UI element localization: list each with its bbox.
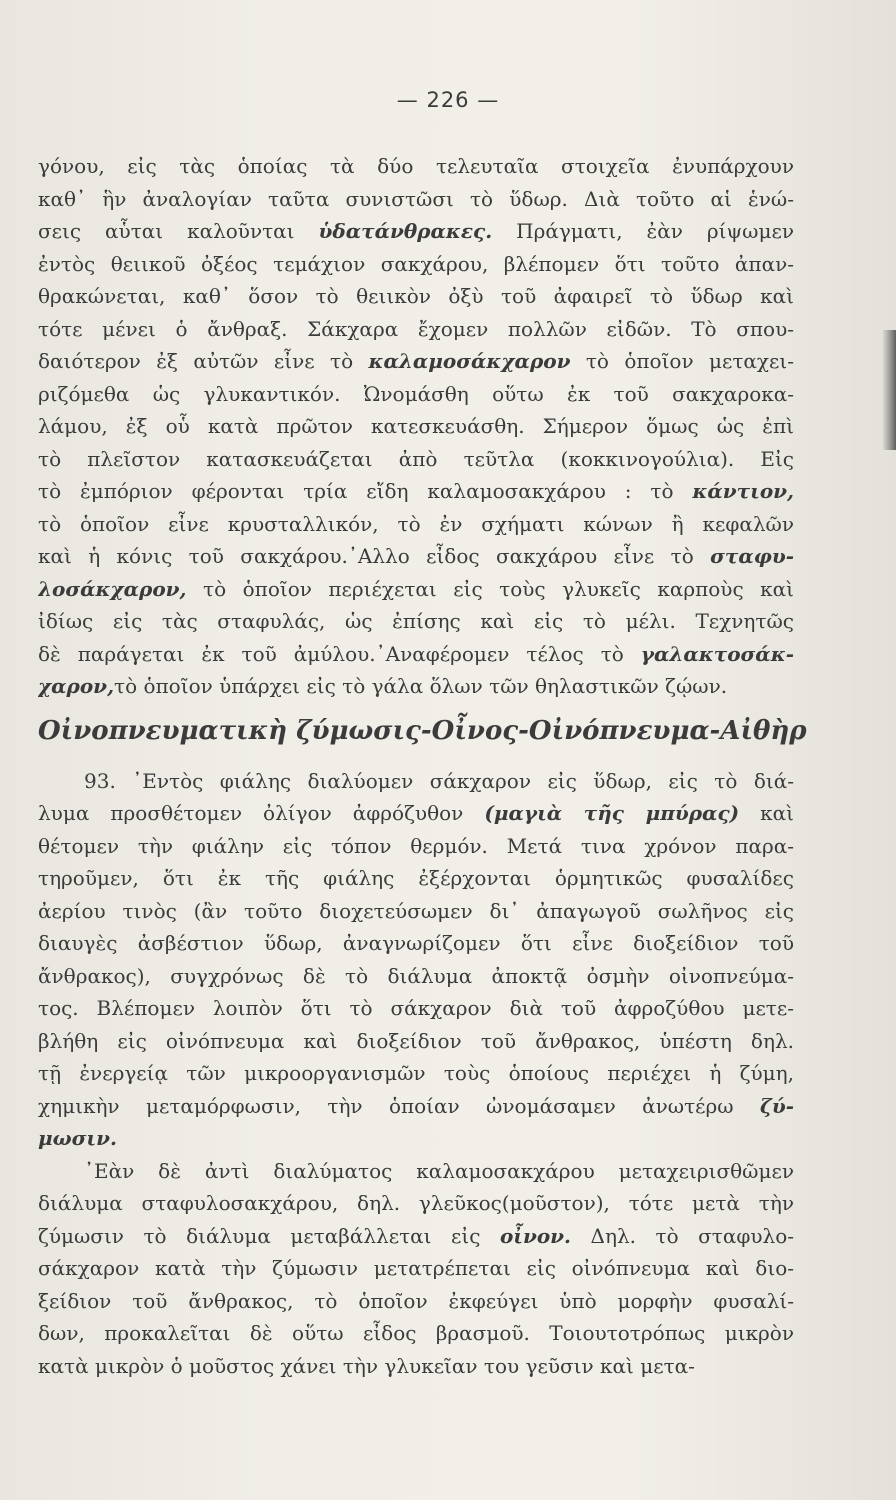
emphasized-term: ζύ- xyxy=(759,1093,794,1118)
text-line xyxy=(38,670,794,703)
text-run: διάλυμα σταφυλοσακχάρου, δηλ. γλεῦκος(μοῦστον), τότε μετὰ τὴν xyxy=(38,1191,794,1215)
text-line xyxy=(38,1025,794,1058)
emphasized-term: (μαγιὰ τῆς μπύρας) xyxy=(484,801,740,825)
emphasized-term: κάντιον, xyxy=(692,479,794,503)
text-run: τὸ ὁποῖον περιέχεται εἰς τοὺς γλυκεῖς καρποὺς καὶ xyxy=(186,576,794,601)
emphasized-term: οἶνον. xyxy=(499,1223,572,1248)
text-line xyxy=(38,540,794,573)
text-line xyxy=(38,1252,794,1285)
text-line xyxy=(38,830,794,863)
text-line xyxy=(38,1220,794,1253)
text-line xyxy=(38,638,794,671)
text-line xyxy=(38,895,794,928)
paragraph-fermentation xyxy=(38,765,794,1155)
text-run: καὶ ἡ κόνις τοῦ σακχάρου.᾽Αλλο εἶδος σακχάρου εἶνε τὸ xyxy=(38,544,711,568)
text-run: ξείδιον τοῦ ἄνθρακος, τὸ ὁποῖον ἐκφεύγει ὑπὸ μορφὴν φυσαλί- xyxy=(38,1288,794,1313)
text-run: ᾽Εὰν δὲ ἀντὶ διαλύματος καλαμοσακχάρου μεταχειρισθῶμεν xyxy=(84,1158,794,1183)
text-line xyxy=(38,215,794,248)
text-line xyxy=(38,150,794,183)
text-run: κατὰ μικρὸν ὁ μοῦστος χάνει τὴν γλυκεῖαν του γεῦσιν καὶ μετα- xyxy=(38,1353,695,1378)
text-line xyxy=(38,475,794,508)
emphasized-term: ὑδατάνθρακες. xyxy=(318,219,493,243)
text-line xyxy=(38,508,794,541)
emphasized-term: γαλακτοσάκ- xyxy=(640,641,794,666)
text-line xyxy=(38,1090,794,1123)
text-run: δαιότερον ἐξ αὐτῶν εἶνε τὸ xyxy=(38,349,369,373)
text-run: δων, προκαλεῖται δὲ οὕτω εἶδος βρασμοῦ. Τοιουτοτρόπως μικρὸν xyxy=(38,1321,794,1345)
text-line xyxy=(38,1285,794,1318)
text-run: ἰδίως εἰς τὰς σταφυλάς, ὡς ἐπίσης καὶ εἰς τὸ μέλι. Τεχνητῶς xyxy=(38,609,794,633)
text-line xyxy=(38,1155,794,1188)
text-run: δὲ παράγεται ἐκ τοῦ ἀμύλου.᾽Αναφέρομεν τέλος τὸ xyxy=(38,641,641,666)
text-line xyxy=(38,1122,794,1155)
paragraph-sugars xyxy=(38,150,794,703)
text-line xyxy=(38,765,794,798)
text-run: Δηλ. τὸ σταφυλο- xyxy=(571,1223,794,1248)
page-number: — 226 — xyxy=(396,88,500,112)
text-line xyxy=(38,573,794,606)
text-run: θέτομεν τὴν φιάλην εἰς τόπον θερμόν. Μετά τινα χρόνον παρα- xyxy=(38,833,794,858)
text-line xyxy=(38,1187,794,1220)
page-edge-shadow xyxy=(882,330,896,450)
text-line xyxy=(38,345,794,378)
text-run: σεις αὗται καλοῦνται xyxy=(38,219,319,243)
text-line xyxy=(38,1317,794,1350)
text-line xyxy=(38,410,794,443)
text-line xyxy=(38,1350,794,1383)
text-run: ἐντὸς θειικοῦ ὀξέος τεμάχιον σακχάρου, βλέπομεν ὅτι τοῦτο ἀπαν- xyxy=(38,251,794,276)
text-line xyxy=(38,927,794,960)
text-line xyxy=(38,443,794,476)
text-run: καθ᾽ ἣν ἀναλογίαν ταῦτα συνιστῶσι τὸ ὕδωρ. Διὰ τοῦτο αἱ ἑνώ- xyxy=(38,186,794,211)
text-run: τὸ ἐμπόριον φέρονται τρία εἴδη καλαμοσακχάρου : τὸ xyxy=(38,479,693,503)
text-run: σάκχαρον κατὰ τὴν ζύμωσιν μετατρέπεται εἰς οἰνόπνευμα καὶ διο- xyxy=(38,1256,794,1280)
text-run: τὸ ὁποῖον εἶνε κρυσταλλικόν, τὸ ἐν σχήματι κώνων ἢ κεφαλῶν xyxy=(38,511,794,536)
text-run: θρακώνεται, καθ᾽ ὅσον τὸ θειικὸν ὀξὺ τοῦ ἀφαιρεῖ τὸ ὕδωρ καὶ xyxy=(38,284,794,308)
text-run: τότε μένει ὁ ἄνθραξ. Σάκχαρα ἔχομεν πολλῶν εἰδῶν. Τὸ σπου- xyxy=(38,316,794,341)
text-run: τὸ ὁποῖον ὑπάρχει εἰς τὸ γάλα ὅλων τῶν θηλαστικῶν ζῴων. xyxy=(114,674,728,698)
emphasized-term: μωσιν. xyxy=(38,1126,117,1150)
section-heading: Οἰνοπνευματικὴ ζύμωσις-Οἶνος-Οἰνόπνευμα-Αἰθὴρ xyxy=(38,715,807,746)
text-run: 93. ᾽Εντὸς φιάλης διαλύομεν σάκχαρον εἰς ὕδωρ, εἰς τὸ διά- xyxy=(84,768,794,793)
text-run: διαυγὲς ἀσβέστιον ὕδωρ, ἀναγνωρίζομεν ὅτι εἶνε διοξείδιον τοῦ xyxy=(38,931,794,955)
text-line xyxy=(38,862,794,895)
text-line xyxy=(38,1057,794,1090)
text-run: βλήθη εἰς οἰνόπνευμα καὶ διοξείδιον τοῦ ἄνθρακος, ὑπέστη δηλ. xyxy=(38,1028,794,1053)
body-text xyxy=(38,150,807,1382)
text-line xyxy=(38,280,794,313)
text-line xyxy=(38,797,794,830)
text-run: τῇ ἐνεργείᾳ τῶν μικροοργανισμῶν τοὺς ὁποίους περιέχει ἡ ζύμη, xyxy=(38,1061,794,1085)
emphasized-term: λοσάκχαρον, xyxy=(38,576,187,601)
text-run: λυμα προσθέτομεν ὀλίγον ἀφρόζυθον xyxy=(38,801,485,825)
text-line xyxy=(38,960,794,993)
text-run: χημικὴν μεταμόρφωσιν, τὴν ὁποίαν ὠνομάσαμεν ἀνωτέρω xyxy=(38,1093,760,1118)
emphasized-term: χαρον, xyxy=(38,674,115,698)
text-line xyxy=(38,605,794,638)
text-line xyxy=(38,183,794,216)
text-run: ζύμωσιν τὸ διάλυμα μεταβάλλεται εἰς xyxy=(38,1223,500,1248)
text-run: ριζόμεθα ὡς γλυκαντικόν. Ὠνομάσθη οὕτω ἐκ τοῦ σακχαροκα- xyxy=(38,381,794,406)
text-run: τηροῦμεν, ὅτι ἐκ τῆς φιάλης ἐξέρχονται ὁρμητικῶς φυσαλίδες xyxy=(38,866,794,890)
text-run: ἀερίου τινὸς (ἂν τοῦτο διοχετεύσωμεν δι᾽ ἀπαγωγοῦ σωλῆνος εἰς xyxy=(38,898,794,923)
text-run: καὶ xyxy=(739,801,794,825)
text-line xyxy=(38,313,794,346)
text-run: τὸ πλεῖστον κατασκευάζεται ἀπὸ τεῦτλα (κοκκινογούλια). Εἰς xyxy=(38,446,794,471)
text-line xyxy=(38,378,794,411)
emphasized-term: σταφυ- xyxy=(710,544,794,568)
text-run: Πράγματι, ἐὰν ρίψωμεν xyxy=(492,219,794,243)
text-run: γόνου, εἰς τὰς ὁποίας τὰ δύο τελευταῖα στοιχεῖα ἐνυπάρχουν xyxy=(38,154,794,178)
text-line xyxy=(38,992,794,1025)
text-run: τὸ ὁποῖον μεταχει- xyxy=(570,349,794,373)
emphasized-term: καλαμοσάκχαρον xyxy=(368,349,571,373)
paragraph-wine xyxy=(38,1155,794,1383)
text-run: λάμου, ἐξ οὗ κατὰ πρῶτον κατεσκευάσθη. Σήμερον ὅμως ὡς ἐπὶ xyxy=(38,414,794,438)
text-run: ἄνθρακος), συγχρόνως δὲ τὸ διάλυμα ἀποκτᾷ ὀσμὴν οἰνοπνεύμα- xyxy=(38,963,794,988)
text-line xyxy=(38,248,794,281)
text-run: τος. Βλέπομεν λοιπὸν ὅτι τὸ σάκχαρον διὰ τοῦ ἀφροζύθου μετε- xyxy=(38,996,794,1020)
